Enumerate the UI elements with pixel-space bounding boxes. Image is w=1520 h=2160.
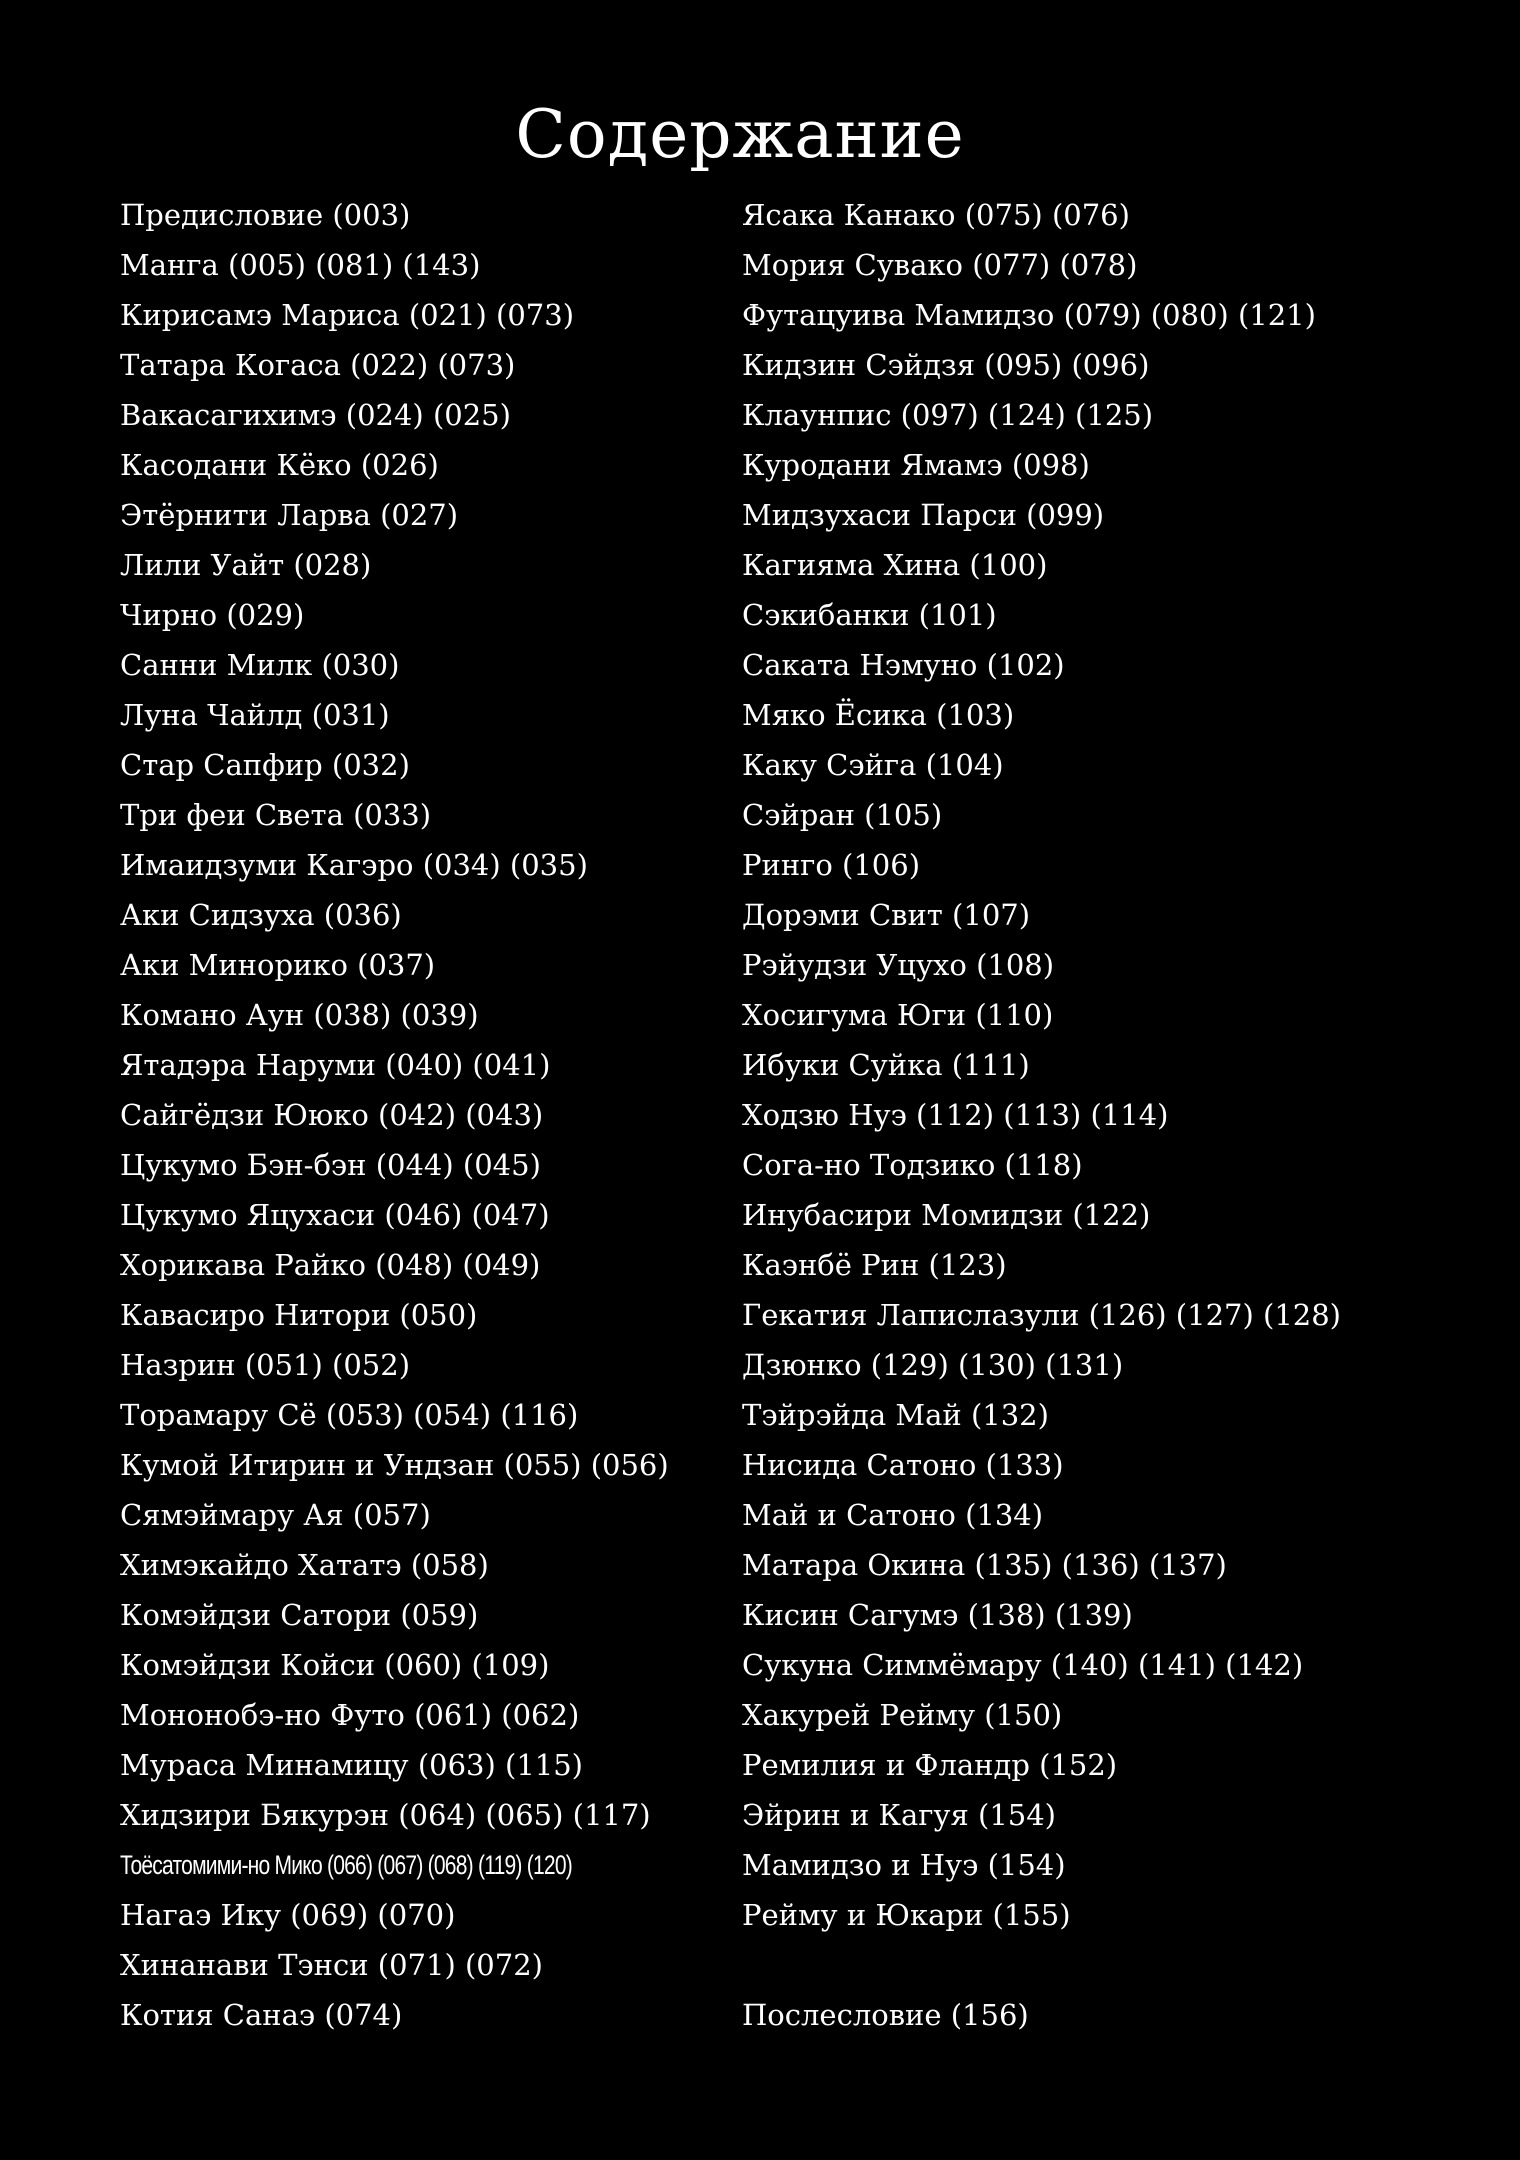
toc-entry: Дзюнко (129) (130) (131) — [742, 1348, 1124, 1382]
toc-entry: Кидзин Сэйдзя (095) (096) — [742, 348, 1150, 382]
toc-entry: Рейму и Юкари (155) — [742, 1898, 1071, 1932]
toc-entry: Дорэми Свит (107) — [742, 898, 1031, 932]
toc-entry: Ясака Канако (075) (076) — [742, 198, 1130, 232]
toc-entry: Касодани Кёко (026) — [120, 448, 439, 482]
toc-entry: Имаидзуми Кагэро (034) (035) — [120, 848, 588, 882]
toc-entry: Инубасири Момидзи (122) — [742, 1198, 1151, 1232]
toc-entry: Ятадэра Наруми (040) (041) — [120, 1048, 551, 1082]
toc-entry: Эйрин и Кагуя (154) — [742, 1798, 1056, 1832]
toc-entry: Кисин Сагумэ (138) (139) — [742, 1598, 1133, 1632]
toc-entry: Сайгёдзи Ююко (042) (043) — [120, 1098, 544, 1132]
toc-entry: Мамидзо и Нуэ (154) — [742, 1848, 1066, 1882]
toc-entry: Цукумо Яцухаси (046) (047) — [120, 1198, 550, 1232]
toc-entry: Ибуки Суйка (111) — [742, 1048, 1030, 1082]
toc-entry: Сукуна Симмёмару (140) (141) (142) — [742, 1648, 1304, 1682]
toc-entry: Послесловие (156) — [742, 1998, 1029, 2032]
toc-entry: Три феи Света (033) — [120, 798, 432, 832]
toc-entry: Клаунпис (097) (124) (125) — [742, 398, 1154, 432]
toc-entry: Каку Сэйга (104) — [742, 748, 1004, 782]
toc-entry: Аки Сидзуха (036) — [120, 898, 402, 932]
toc-entry: Нисида Сатоно (133) — [742, 1448, 1064, 1482]
toc-entry: Кагияма Хина (100) — [742, 548, 1048, 582]
toc-entry: Каэнбё Рин (123) — [742, 1248, 1007, 1282]
toc-entry: Мория Сувако (077) (078) — [742, 248, 1138, 282]
toc-entry: Футацуива Мамидзо (079) (080) (121) — [742, 298, 1316, 332]
toc-entry: Кумой Итирин и Ундзан (055) (056) — [120, 1448, 669, 1482]
toc-entry: Кирисамэ Мариса (021) (073) — [120, 298, 575, 332]
toc-entry: Сога-но Тодзико (118) — [742, 1148, 1083, 1182]
toc-entry: Сэйран (105) — [742, 798, 943, 832]
toc-entry: Май и Сатоно (134) — [742, 1498, 1044, 1532]
toc-entry: Нагаэ Ику (069) (070) — [120, 1898, 456, 1932]
toc-entry: Хинанави Тэнси (071) (072) — [120, 1948, 543, 1982]
toc-entry: Химэкайдо Хататэ (058) — [120, 1548, 489, 1582]
toc-entry: Чирно (029) — [120, 598, 305, 632]
toc-entry: Мидзухаси Парси (099) — [742, 498, 1105, 532]
toc-entry: Хакурей Рейму (150) — [742, 1698, 1063, 1732]
toc-entry: Луна Чайлд (031) — [120, 698, 390, 732]
toc-entry: Матара Окина (135) (136) (137) — [742, 1548, 1227, 1582]
toc-entry: Гекатия Лапислазули (126) (127) (128) — [742, 1298, 1341, 1332]
toc-entry: Предисловие (003) — [120, 198, 411, 232]
toc-entry: Мяко Ёсика (103) — [742, 698, 1015, 732]
toc-left-column — [120, 190, 730, 2040]
toc-entry: Комэйдзи Сатори (059) — [120, 1598, 479, 1632]
toc-entry: Хосигума Юги (110) — [742, 998, 1054, 1032]
page-title: Содержание — [515, 96, 965, 173]
toc-entry: Котия Санаэ (074) — [120, 1998, 403, 2032]
toc-entry: Ринго (106) — [742, 848, 921, 882]
toc-entry: Торамару Сё (053) (054) (116) — [120, 1398, 579, 1432]
toc-entry: Цукумо Бэн-бэн (044) (045) — [120, 1148, 541, 1182]
toc-entry — [742, 1940, 1442, 1990]
toc-entry: Мураса Минамицу (063) (115) — [120, 1748, 583, 1782]
toc-entry: Тоёсатомими-но Мико (066) (067) (068) (119) (120) — [120, 1850, 573, 1880]
toc-entry: Рэйудзи Уцухо (108) — [742, 948, 1055, 982]
toc-entry: Татара Когаса (022) (073) — [120, 348, 516, 382]
toc-entry: Комано Аун (038) (039) — [120, 998, 479, 1032]
toc-entry: Хидзири Бякурэн (064) (065) (117) — [120, 1798, 651, 1832]
toc-entry: Сэкибанки (101) — [742, 598, 997, 632]
toc-entry: Ремилия и Фландр (152) — [742, 1748, 1118, 1782]
toc-entry: Аки Минорико (037) — [120, 948, 436, 982]
toc-entry: Куродани Ямамэ (098) — [742, 448, 1090, 482]
toc-entry: Сямэймару Ая (057) — [120, 1498, 431, 1532]
toc-entry: Манга (005) (081) (143) — [120, 248, 481, 282]
toc-entry: Стар Сапфир (032) — [120, 748, 410, 782]
toc-entry: Вакасагихимэ (024) (025) — [120, 398, 511, 432]
toc-entry: Саката Нэмуно (102) — [742, 648, 1065, 682]
toc-right-column — [742, 190, 1442, 2040]
toc-entry: Комэйдзи Койси (060) (109) — [120, 1648, 550, 1682]
toc-entry: Тэйрэйда Май (132) — [742, 1398, 1049, 1432]
toc-entry: Этёрнити Ларва (027) — [120, 498, 459, 532]
toc-entry: Лили Уайт (028) — [120, 548, 372, 582]
toc-entry: Кавасиро Нитори (050) — [120, 1298, 478, 1332]
toc-entry: Хорикава Райко (048) (049) — [120, 1248, 541, 1282]
toc-entry: Санни Милк (030) — [120, 648, 400, 682]
toc-entry: Ходзю Нуэ (112) (113) (114) — [742, 1098, 1169, 1132]
toc-entry: Мононобэ-но Футо (061) (062) — [120, 1698, 580, 1732]
toc-entry: Назрин (051) (052) — [120, 1348, 411, 1382]
